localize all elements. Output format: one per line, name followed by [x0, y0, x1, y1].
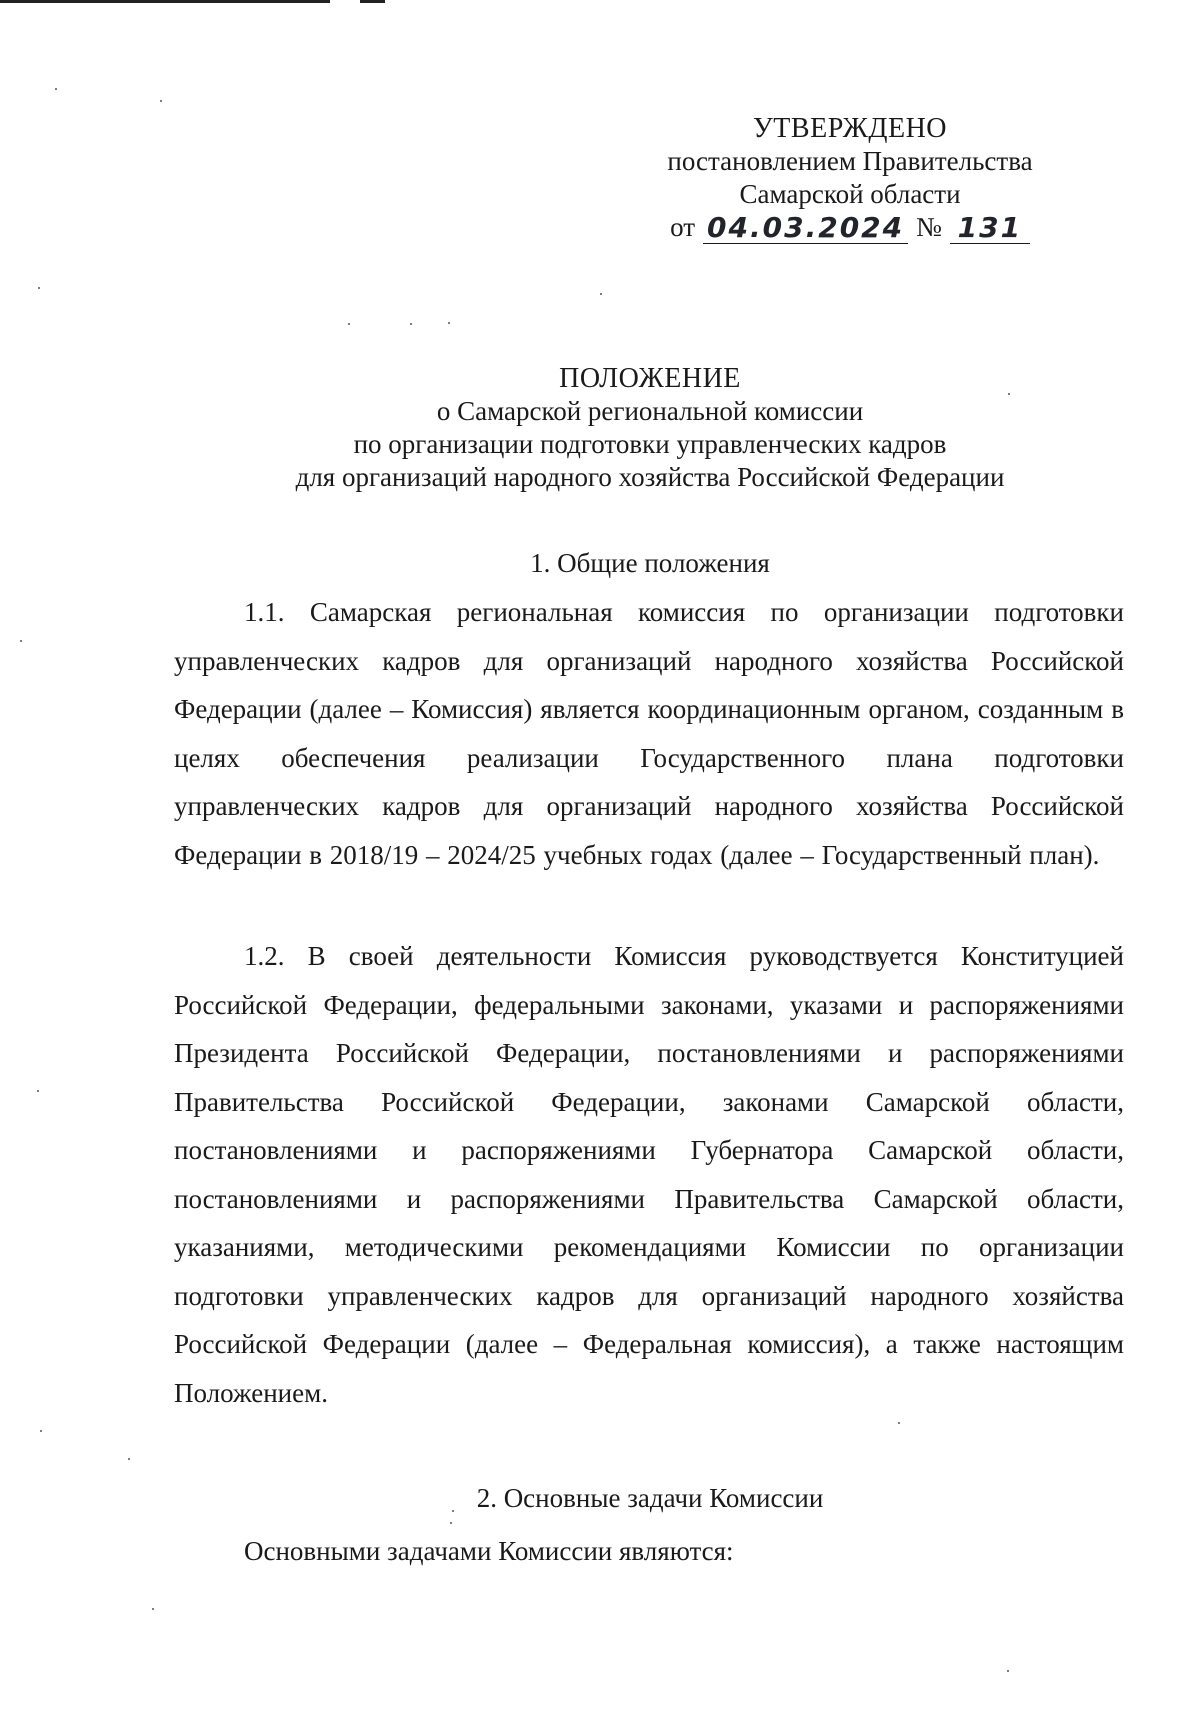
section-intro: Основными задачами Комиссии являются: — [244, 1536, 734, 1566]
scan-speck — [38, 287, 40, 289]
approval-region-line: Самарской области — [739, 179, 961, 209]
document-title: ПОЛОЖЕНИЕ — [559, 363, 741, 394]
scan-edge-mark — [360, 0, 385, 3]
section-heading: 1. Общие положения — [530, 548, 770, 578]
scan-speck — [448, 322, 450, 324]
handwritten-number: 131 — [950, 213, 1030, 244]
document-subtitle-line: о Самарской региональной комиссии — [436, 396, 864, 426]
scan-speck — [348, 323, 350, 325]
scan-speck — [1007, 1670, 1009, 1672]
scan-speck — [20, 640, 22, 642]
paragraph-1-1: 1.1. Самарская региональная комиссия по организации подготовки управленческих кадров для организаций народного хозяйства Российской Федерации (далее – Комиссия) является координационным органом, созданным в целях обеспечения реализации Государственного плана подготовки управленческих кадров для организаций народного хозяйства Российской Федерации в 2018/19 – 2024/25 учебных годах (далее – Государственный план). — [174, 597, 1124, 870]
scan-speck — [37, 1090, 39, 1092]
approval-date-row — [620, 211, 1080, 244]
scan-speck — [55, 88, 57, 90]
date-prefix: от — [670, 212, 696, 242]
handwritten-date: 04.03.2024 — [703, 213, 908, 244]
approval-authority-line: постановлением Правительства — [667, 146, 1033, 176]
approval-block — [620, 112, 1080, 244]
scan-speck — [450, 1522, 452, 1524]
scan-speck — [160, 100, 162, 102]
document-subtitle-line: для организаций народного хозяйства Российской Федерации — [295, 462, 1005, 492]
section-heading: 2. Основные задачи Комиссии — [476, 1483, 824, 1513]
document-subtitle-line: по организации подготовки управленческих кадров — [353, 429, 947, 459]
scan-speck — [40, 1430, 42, 1432]
scan-speck — [128, 1458, 130, 1460]
number-prefix: № — [916, 212, 942, 242]
paragraph-1-2: 1.2. В своей деятельности Комиссия руководствуется Конституцией Российской Федерации, федеральными законами, указами и распоряжениями Президента Российской Федерации, постановлениями и распоряжениями Правительства Российской Федерации, законами Самарской области, постановлениями и распоряжениями Губернатора Самарской области, постановлениями и распоряжениями Правительства Самарской области, указаниями, методическими рекомендациями Комиссии по организации подготовки управленческих кадров для организаций народного хозяйства Российской Федерации (далее – Федеральная комиссия), а также настоящим Положением. — [174, 941, 1124, 1408]
scan-edge-mark — [0, 0, 330, 3]
approval-title: УТВЕРЖДЕНО — [752, 113, 948, 144]
scan-speck — [898, 1422, 900, 1424]
document-title-block — [200, 362, 1100, 494]
scan-speck — [410, 323, 412, 325]
scan-speck — [152, 1608, 154, 1610]
scan-speck — [600, 293, 602, 295]
